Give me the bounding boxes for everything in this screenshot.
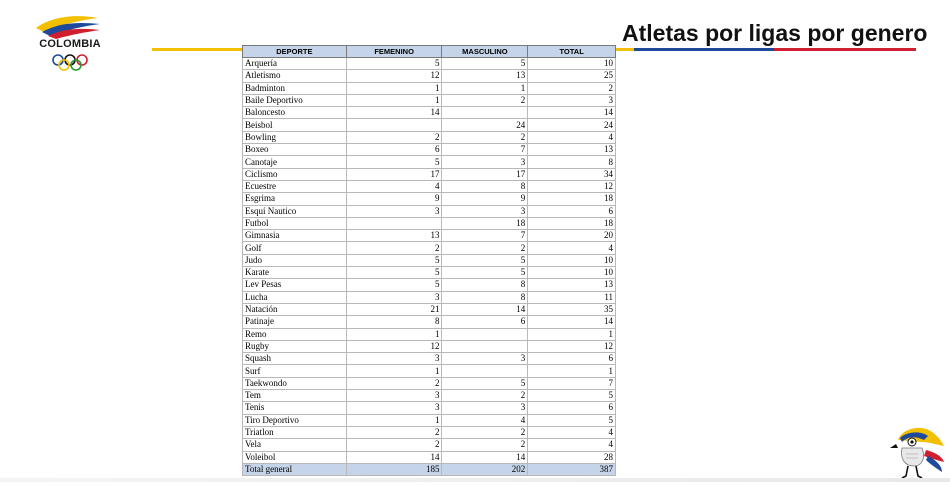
cell-femenino: 13: [346, 230, 442, 242]
cell-total: 12: [528, 340, 616, 352]
table-row: [243, 131, 616, 143]
table-row: [243, 353, 616, 365]
cell-femenino: 5: [346, 156, 442, 168]
cell-total: 2: [528, 82, 616, 94]
cell-masculino: 2: [442, 390, 528, 402]
cell-femenino: 9: [346, 193, 442, 205]
cell-deporte: Golf: [243, 242, 347, 254]
rule-red: [774, 48, 916, 51]
cell-femenino: 14: [346, 451, 442, 463]
cell-total: 8: [528, 156, 616, 168]
cell-total: 4: [528, 439, 616, 451]
cell-total: 10: [528, 254, 616, 266]
table-row: [243, 144, 616, 156]
cell-femenino: 2: [346, 439, 442, 451]
cell-deporte: Triatlon: [243, 426, 347, 438]
cell-masculino: [442, 328, 528, 340]
table-row: [243, 365, 616, 377]
table-row: [243, 242, 616, 254]
cell-masculino: 5: [442, 254, 528, 266]
cell-masculino: 3: [442, 156, 528, 168]
cell-total: 24: [528, 119, 616, 131]
cell-femenino: 3: [346, 205, 442, 217]
cell-total: 1: [528, 365, 616, 377]
cell-masculino: 8: [442, 279, 528, 291]
cell-femenino: 1: [346, 365, 442, 377]
cell-femenino: 5: [346, 279, 442, 291]
cell-deporte: Atletismo: [243, 70, 347, 82]
cell-masculino: 2: [442, 94, 528, 106]
cell-deporte: Tem: [243, 390, 347, 402]
cell-masculino: [442, 365, 528, 377]
cell-total: 3: [528, 94, 616, 106]
table-row: [243, 119, 616, 131]
table-row: [243, 180, 616, 192]
cell-deporte: Ecuestre: [243, 180, 347, 192]
cell-femenino: 17: [346, 168, 442, 180]
cell-total: 6: [528, 353, 616, 365]
total-femenino: 185: [346, 463, 442, 475]
cell-femenino: 1: [346, 328, 442, 340]
table-row: [243, 193, 616, 205]
cell-total: 6: [528, 402, 616, 414]
table-row: [243, 340, 616, 352]
cell-total: 25: [528, 70, 616, 82]
cell-total: 4: [528, 242, 616, 254]
cell-femenino: 3: [346, 402, 442, 414]
rule-yellow: [616, 48, 634, 51]
cell-femenino: [346, 217, 442, 229]
table-row: [243, 267, 616, 279]
cell-deporte: Vela: [243, 439, 347, 451]
table-row: [243, 58, 616, 70]
cell-deporte: Badminton: [243, 82, 347, 94]
cell-masculino: 2: [442, 242, 528, 254]
cell-deporte: Voleibol: [243, 451, 347, 463]
table-row: [243, 82, 616, 94]
cell-masculino: 4: [442, 414, 528, 426]
cell-total: 35: [528, 303, 616, 315]
rule-left: [152, 48, 244, 51]
cell-femenino: 14: [346, 107, 442, 119]
cell-masculino: 5: [442, 58, 528, 70]
table-row: [243, 217, 616, 229]
cell-femenino: 12: [346, 340, 442, 352]
cell-masculino: [442, 340, 528, 352]
rule-right: [616, 48, 916, 51]
total-label: Total general: [243, 463, 347, 475]
cell-masculino: 9: [442, 193, 528, 205]
cell-total: 11: [528, 291, 616, 303]
cell-femenino: 3: [346, 291, 442, 303]
total-total: 387: [528, 463, 616, 475]
cell-masculino: 5: [442, 267, 528, 279]
cell-deporte: Beisbol: [243, 119, 347, 131]
cell-total: 13: [528, 144, 616, 156]
cell-femenino: 5: [346, 58, 442, 70]
cell-total: 28: [528, 451, 616, 463]
cell-masculino: 2: [442, 439, 528, 451]
table-row: [243, 402, 616, 414]
table-row: [243, 107, 616, 119]
cell-femenino: 3: [346, 390, 442, 402]
table-row: [243, 168, 616, 180]
cell-deporte: Boxeo: [243, 144, 347, 156]
cell-deporte: Natación: [243, 303, 347, 315]
page-title: Atletas por ligas por genero: [622, 20, 928, 46]
table-row: [243, 230, 616, 242]
cell-masculino: 7: [442, 230, 528, 242]
cell-total: 13: [528, 279, 616, 291]
total-row: [243, 463, 616, 475]
cell-femenino: 2: [346, 242, 442, 254]
cell-total: 14: [528, 316, 616, 328]
column-header-femenino: FEMENINO: [346, 46, 442, 58]
cell-deporte: Bowling: [243, 131, 347, 143]
cell-total: 5: [528, 414, 616, 426]
cell-masculino: 5: [442, 377, 528, 389]
cell-deporte: Esquí Nautico: [243, 205, 347, 217]
table-row: [243, 156, 616, 168]
cell-deporte: Lucha: [243, 291, 347, 303]
table-row: [243, 291, 616, 303]
table-row: [243, 377, 616, 389]
cell-deporte: Judo: [243, 254, 347, 266]
cell-total: 6: [528, 205, 616, 217]
cell-masculino: 17: [442, 168, 528, 180]
logo-text: COLOMBIA: [39, 38, 101, 50]
total-masculino: 202: [442, 463, 528, 475]
cell-masculino: 24: [442, 119, 528, 131]
table-row: [243, 254, 616, 266]
cell-femenino: 3: [346, 353, 442, 365]
cell-deporte: Futbol: [243, 217, 347, 229]
cell-deporte: Arquería: [243, 58, 347, 70]
cell-total: 4: [528, 131, 616, 143]
cell-deporte: Ciclismo: [243, 168, 347, 180]
table-row: [243, 390, 616, 402]
cell-femenino: 1: [346, 82, 442, 94]
cell-total: 20: [528, 230, 616, 242]
cell-total: 5: [528, 390, 616, 402]
cell-femenino: 2: [346, 426, 442, 438]
cell-masculino: 3: [442, 205, 528, 217]
table-header-row: [243, 46, 616, 58]
cell-deporte: Remo: [243, 328, 347, 340]
cell-total: 1: [528, 328, 616, 340]
cell-deporte: Squash: [243, 353, 347, 365]
cell-femenino: 2: [346, 131, 442, 143]
cell-femenino: 5: [346, 254, 442, 266]
cell-masculino: 14: [442, 451, 528, 463]
cell-masculino: 3: [442, 353, 528, 365]
table-row: [243, 328, 616, 340]
cell-deporte: Esgrima: [243, 193, 347, 205]
table-row: [243, 414, 616, 426]
table-row: [243, 426, 616, 438]
cell-masculino: 13: [442, 70, 528, 82]
cell-femenino: 2: [346, 377, 442, 389]
table-row: [243, 94, 616, 106]
column-header-masculino: MASCULINO: [442, 46, 528, 58]
cell-femenino: [346, 119, 442, 131]
cell-masculino: 2: [442, 131, 528, 143]
cell-masculino: 6: [442, 316, 528, 328]
cell-masculino: 3: [442, 402, 528, 414]
cell-femenino: 21: [346, 303, 442, 315]
column-header-deporte: DEPORTE: [243, 46, 347, 58]
cell-femenino: 6: [346, 144, 442, 156]
cell-total: 10: [528, 267, 616, 279]
cell-deporte: Patinaje: [243, 316, 347, 328]
table-row: [243, 70, 616, 82]
cell-deporte: Tenis: [243, 402, 347, 414]
colombia-olympic-logo: [22, 10, 118, 72]
cell-femenino: 12: [346, 70, 442, 82]
cell-masculino: [442, 107, 528, 119]
table-row: [243, 439, 616, 451]
cell-masculino: 2: [442, 426, 528, 438]
table-row: [243, 205, 616, 217]
cell-deporte: Baile Deportivo: [243, 94, 347, 106]
cell-deporte: Surf: [243, 365, 347, 377]
cell-femenino: 1: [346, 94, 442, 106]
cell-total: 14: [528, 107, 616, 119]
cell-deporte: Canotaje: [243, 156, 347, 168]
cell-femenino: 4: [346, 180, 442, 192]
cell-masculino: 7: [442, 144, 528, 156]
cell-deporte: Karate: [243, 267, 347, 279]
cell-total: 18: [528, 217, 616, 229]
cell-masculino: 8: [442, 291, 528, 303]
column-header-total: TOTAL: [528, 46, 616, 58]
table-row: [243, 303, 616, 315]
cell-masculino: 8: [442, 180, 528, 192]
rule-blue: [634, 48, 774, 51]
cell-deporte: Gimnasia: [243, 230, 347, 242]
cell-total: 18: [528, 193, 616, 205]
cell-total: 12: [528, 180, 616, 192]
cell-total: 4: [528, 426, 616, 438]
table-row: [243, 316, 616, 328]
athletes-table: [242, 45, 616, 476]
cell-deporte: Taekwondo: [243, 377, 347, 389]
cell-deporte: Lev Pesas: [243, 279, 347, 291]
cell-total: 10: [528, 58, 616, 70]
cell-femenino: 5: [346, 267, 442, 279]
cell-femenino: 8: [346, 316, 442, 328]
cell-total: 34: [528, 168, 616, 180]
bird-mascot-icon: [888, 420, 946, 480]
cell-deporte: Tiro Deportivo: [243, 414, 347, 426]
table-row: [243, 451, 616, 463]
cell-masculino: 1: [442, 82, 528, 94]
bottom-strip: [0, 478, 950, 482]
cell-masculino: 14: [442, 303, 528, 315]
bird-mascot: [888, 420, 946, 480]
cell-masculino: 18: [442, 217, 528, 229]
cell-femenino: 1: [346, 414, 442, 426]
cell-total: 7: [528, 377, 616, 389]
table-row: [243, 279, 616, 291]
cell-deporte: Baloncesto: [243, 107, 347, 119]
cell-deporte: Rugby: [243, 340, 347, 352]
